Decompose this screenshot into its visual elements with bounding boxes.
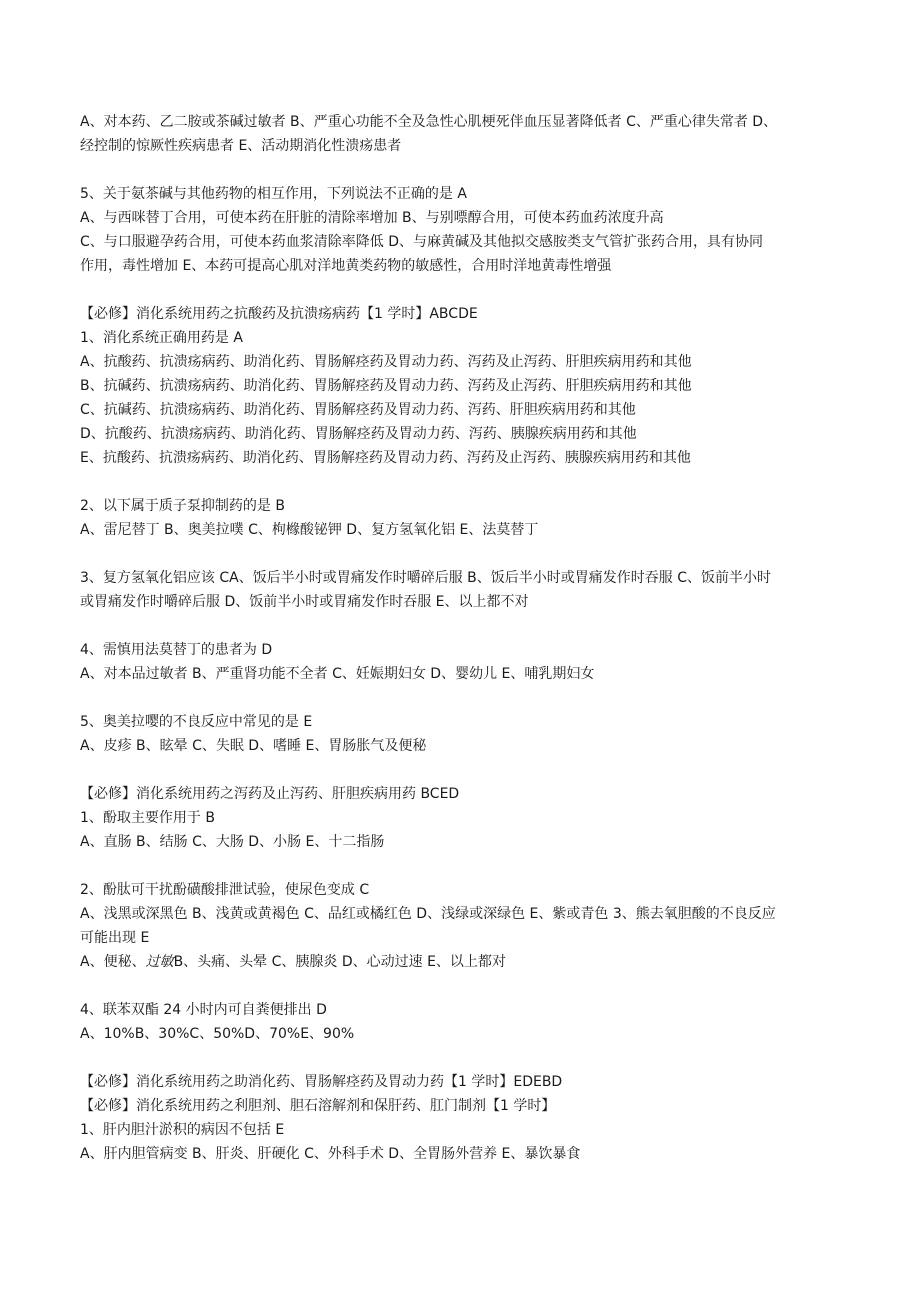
question-text: 4、需慎用法莫替丁的患者为 D	[80, 642, 273, 658]
option-line: A、皮疹 B、眩晕 C、失眠 D、嗜睡 E、胃肠胀气及便秘	[80, 738, 427, 754]
question-text: 5、奥美拉嘤的不良反应中常见的是 E	[80, 714, 313, 730]
section-header: 【必修】消化系统用药之助消化药、胃肠解痉药及胃动力药【1 学时】EDEBD	[80, 1074, 563, 1090]
question-text: 1、酚取主要作用于 B	[80, 810, 215, 826]
section-laxatives	[80, 782, 850, 854]
document-page	[80, 110, 850, 1166]
question-text: 5、关于氨茶碱与其他药物的相互作用，下列说法不正确的是 A	[80, 186, 467, 202]
question-text: 3、复方氢氧化铝应该 CA、饭后半小时或胃痛发作时嚼碎后服 B、饭后半小时或胃痛发作时吞服 C、饭前半小时	[80, 570, 771, 586]
question-text: 4、联苯双酯 24 小时内可自粪便排出 D	[80, 1002, 327, 1018]
option-line: A、对本品过敏者 B、严重肾功能不全者 C、妊娠期妇女 D、婴幼儿 E、哺乳期妇女	[80, 666, 595, 682]
option-d: D、抗酸药、抗溃疡病药、助消化药、胃肠解痉药及胃动力药、泻药、胰腺疾病用药和其他	[80, 426, 637, 442]
question-text: 1、肝内胆汁淤积的病因不包括 E	[80, 1122, 285, 1138]
question-aluminum-hydroxide	[80, 566, 850, 614]
option-a: A、抗酸药、抗溃疡病药、助消化药、胃肠解痉药及胃动力药、泻药及止泻药、肝胆疾病用药和其他	[80, 354, 692, 370]
question-text: 2、酚肽可干扰酚磺酸排泄试验，使尿色变成 C	[80, 882, 370, 898]
text-line: A、对本药、乙二胺或茶碱过敏者 B、严重心功能不全及急性心肌梗死伴血压显著降低者 C、严重心律失常者 D、	[80, 114, 778, 130]
question-famotidine	[80, 638, 850, 686]
question-aminophylline-interactions	[80, 182, 850, 278]
section-header: 【必修】消化系统用药之泻药及止泻药、肝胆疾病用药 BCED	[80, 786, 460, 802]
question-ppi	[80, 494, 850, 542]
section-header: 【必修】消化系统用药之抗酸药及抗溃疡病药【1 学时】ABCDE	[80, 306, 478, 322]
option-line: A、与西咪替丁合用，可使本药在肝脏的清除率增加 B、与别嘌醇合用，可使本药血药浓度升高	[80, 210, 664, 226]
option-line: A、雷尼替丁 B、奥美拉噗 C、枸橼酸铋钾 D、复方氢氧化铝 E、法莫替丁	[80, 522, 539, 538]
option-text-italic: 过敏	[145, 954, 174, 970]
text-line: 经控制的惊厥性疾病患者 E、活动期消化性溃疡患者	[80, 138, 402, 154]
option-line: A、浅黑或深黑色 B、浅黄或黄褐色 C、品红或橘红色 D、浅绿或深绿色 E、紫或青色 3、熊去氧胆酸的不良反应	[80, 906, 776, 922]
paragraph-contraindications	[80, 110, 850, 158]
option-e: E、抗酸药、抗溃疡病药、助消化药、胃肠解痉药及胃动力药、泻药及止泻药、胰腺疾病用药和其他	[80, 450, 691, 466]
option-line: A、直肠 B、结肠 C、大肠 D、小肠 E、十二指肠	[80, 834, 385, 850]
option-line: A、肝内胆管病变 B、肝炎、肝硬化 C、外科手术 D、全胃肠外营养 E、暴饮暴食	[80, 1146, 581, 1162]
option-line	[80, 950, 850, 974]
option-line: C、与口服避孕药合用，可使本药血浆清除率降低 D、与麻黄碱及其他拟交感胺类支气管扩张药合用，具有协同	[80, 234, 764, 250]
option-line: 可能出现 E	[80, 930, 150, 946]
section-header: 【必修】消化系统用药之利胆剂、胆石溶解剂和保肝药、肛门制剂【1 学时】	[80, 1098, 556, 1114]
question-phenolphthalein	[80, 878, 850, 974]
option-line: 或胃痛发作时嚼碎后服 D、饭前半小时或胃痛发作时吞服 E、以上都不对	[80, 594, 529, 610]
question-text: 2、以下属于质子泵抑制药的是 B	[80, 498, 285, 514]
option-b: B、抗碱药、抗溃疡病药、助消化药、胃肠解痉药及胃动力药、泻药及止泻药、肝胆疾病用药和其他	[80, 378, 692, 394]
question-bifendate	[80, 998, 850, 1046]
section-digestives-choleretics	[80, 1070, 850, 1166]
section-antacid	[80, 302, 850, 470]
option-line: 作用，毒性增加 E、本药可提高心肌对洋地黄类药物的敏感性，合用时洋地黄毒性增强	[80, 258, 612, 274]
option-line: A、10%B、30%C、50%D、70%E、90%	[80, 1026, 355, 1042]
option-c: C、抗碱药、抗溃疡病药、助消化药、胃肠解痉药及胃动力药、泻药、肝胆疾病用药和其他	[80, 402, 636, 418]
option-text: A、便秘、	[80, 954, 146, 970]
question-text: 1、消化系统正确用药是 A	[80, 330, 243, 346]
question-omeprazole	[80, 710, 850, 758]
option-text: B、头痛、头晕 C、胰腺炎 D、心动过速 E、以上都对	[173, 954, 506, 970]
